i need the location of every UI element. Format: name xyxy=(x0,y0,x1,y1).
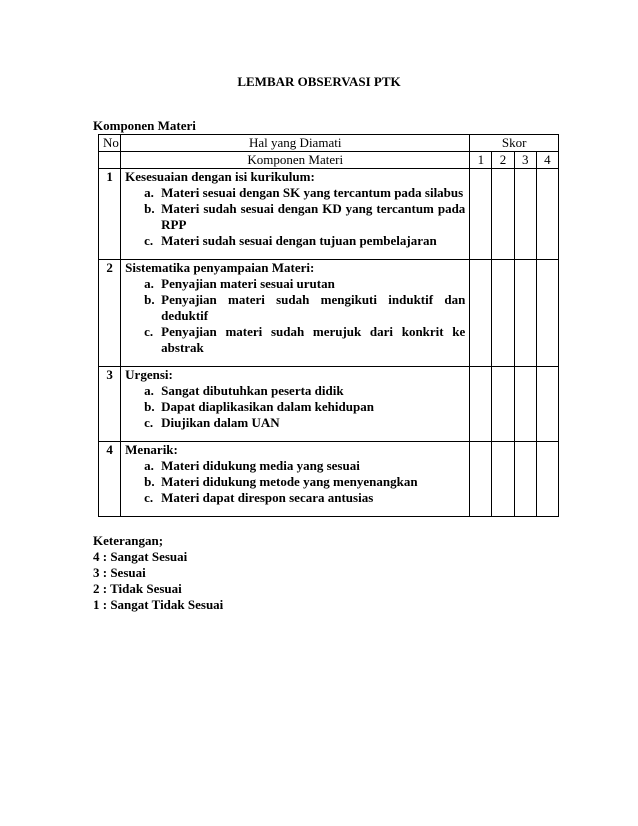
sub-item-text: Dapat diaplikasikan dalam kehidupan xyxy=(161,399,374,414)
sub-item xyxy=(125,201,465,233)
sub-item xyxy=(125,276,465,292)
row-number: 4 xyxy=(99,442,121,517)
row-number: 1 xyxy=(99,169,121,260)
subheader-empty xyxy=(99,152,121,169)
sub-item-marker: c. xyxy=(144,233,154,248)
legend-line-1: 1 : Sangat Tidak Sesuai xyxy=(93,597,224,612)
score-cell-1[interactable] xyxy=(470,260,492,367)
observation-table xyxy=(98,134,559,517)
score-cell-3[interactable] xyxy=(514,367,536,442)
sub-item-text: Diujikan dalam UAN xyxy=(161,415,280,430)
section-label: Komponen Materi xyxy=(93,118,196,133)
sub-item-marker: b. xyxy=(144,201,155,216)
sub-item-marker: b. xyxy=(144,292,155,307)
sub-item xyxy=(125,474,465,490)
sub-item xyxy=(125,383,465,399)
row-content xyxy=(121,367,470,442)
header-hal-yang-diamati: Hal yang Diamati xyxy=(121,135,470,152)
score-cell-2[interactable] xyxy=(492,442,514,517)
legend-line-3: 3 : Sesuai xyxy=(93,565,146,580)
sub-item-marker: a. xyxy=(144,185,154,200)
score-cell-4[interactable] xyxy=(536,260,558,367)
table-row xyxy=(99,169,559,260)
score-cell-4[interactable] xyxy=(536,169,558,260)
score-label-3: 3 xyxy=(514,152,536,169)
row-title: Menarik: xyxy=(125,442,178,457)
sub-item xyxy=(125,458,465,474)
sub-item xyxy=(125,415,465,431)
sub-item xyxy=(125,490,465,506)
sub-item-text: Penyajian materi sudah merujuk dari konkrit ke abstrak xyxy=(161,324,466,355)
score-cell-3[interactable] xyxy=(514,169,536,260)
sub-item-text: Materi didukung metode yang menyenangkan xyxy=(161,474,418,489)
sub-item-text: Penyajian materi sudah mengikuti induktif dan deduktif xyxy=(161,292,466,323)
sub-item xyxy=(125,233,465,249)
row-content xyxy=(121,169,470,260)
header-skor: Skor xyxy=(470,135,559,152)
score-label-2: 2 xyxy=(492,152,514,169)
sub-item-list xyxy=(125,185,465,249)
table-row xyxy=(99,442,559,517)
legend-heading: Keterangan; xyxy=(93,533,164,548)
score-cell-2[interactable] xyxy=(492,169,514,260)
row-number: 3 xyxy=(99,367,121,442)
sub-item xyxy=(125,185,465,201)
sub-item-text: Materi sesuai dengan SK yang tercantum pada silabus xyxy=(161,185,464,200)
sub-item-text: Sangat dibutuhkan peserta didik xyxy=(161,383,344,398)
score-cell-4[interactable] xyxy=(536,367,558,442)
score-cell-1[interactable] xyxy=(470,442,492,517)
score-cell-1[interactable] xyxy=(470,169,492,260)
header-no: No xyxy=(99,135,121,152)
row-title: Urgensi: xyxy=(125,367,173,382)
row-title: Sistematika penyampaian Materi: xyxy=(125,260,315,275)
score-label-1: 1 xyxy=(470,152,492,169)
row-number: 2 xyxy=(99,260,121,367)
sub-item-list xyxy=(125,276,465,356)
score-cell-3[interactable] xyxy=(514,442,536,517)
row-title: Kesesuaian dengan isi kurikulum: xyxy=(125,169,315,184)
table-subheader-row xyxy=(99,152,559,169)
score-cell-1[interactable] xyxy=(470,367,492,442)
legend xyxy=(93,533,223,613)
sub-item-marker: a. xyxy=(144,383,154,398)
legend-line-4: 4 : Sangat Sesuai xyxy=(93,549,188,564)
sub-item xyxy=(125,292,465,324)
sub-item-text: Materi sudah sesuai dengan tujuan pembelajaran xyxy=(161,233,437,248)
table-header-row xyxy=(99,135,559,152)
sub-item-text: Penyajian materi sesuai urutan xyxy=(161,276,335,291)
table-row xyxy=(99,260,559,367)
sub-item-marker: b. xyxy=(144,399,155,414)
score-label-4: 4 xyxy=(536,152,558,169)
row-content xyxy=(121,442,470,517)
sub-item-list xyxy=(125,383,465,431)
sub-item-list xyxy=(125,458,465,506)
sub-item xyxy=(125,324,465,356)
sub-item-marker: c. xyxy=(144,324,154,339)
sub-item-text: Materi sudah sesuai dengan KD yang tercantum pada RPP xyxy=(161,201,466,232)
score-cell-2[interactable] xyxy=(492,367,514,442)
sub-item-text: Materi dapat direspon secara antusias xyxy=(161,490,374,505)
sub-item-marker: a. xyxy=(144,276,154,291)
subheader-komponen-materi: Komponen Materi xyxy=(121,152,470,169)
document-title: LEMBAR OBSERVASI PTK xyxy=(237,74,401,89)
sub-item-marker: c. xyxy=(144,490,154,505)
sub-item-marker: b. xyxy=(144,474,155,489)
sub-item-text: Materi didukung media yang sesuai xyxy=(161,458,360,473)
score-cell-3[interactable] xyxy=(514,260,536,367)
legend-line-2: 2 : Tidak Sesuai xyxy=(93,581,182,596)
sub-item-marker: a. xyxy=(144,458,154,473)
sub-item-marker: c. xyxy=(144,415,154,430)
score-cell-4[interactable] xyxy=(536,442,558,517)
table-row xyxy=(99,367,559,442)
score-cell-2[interactable] xyxy=(492,260,514,367)
sub-item xyxy=(125,399,465,415)
row-content xyxy=(121,260,470,367)
